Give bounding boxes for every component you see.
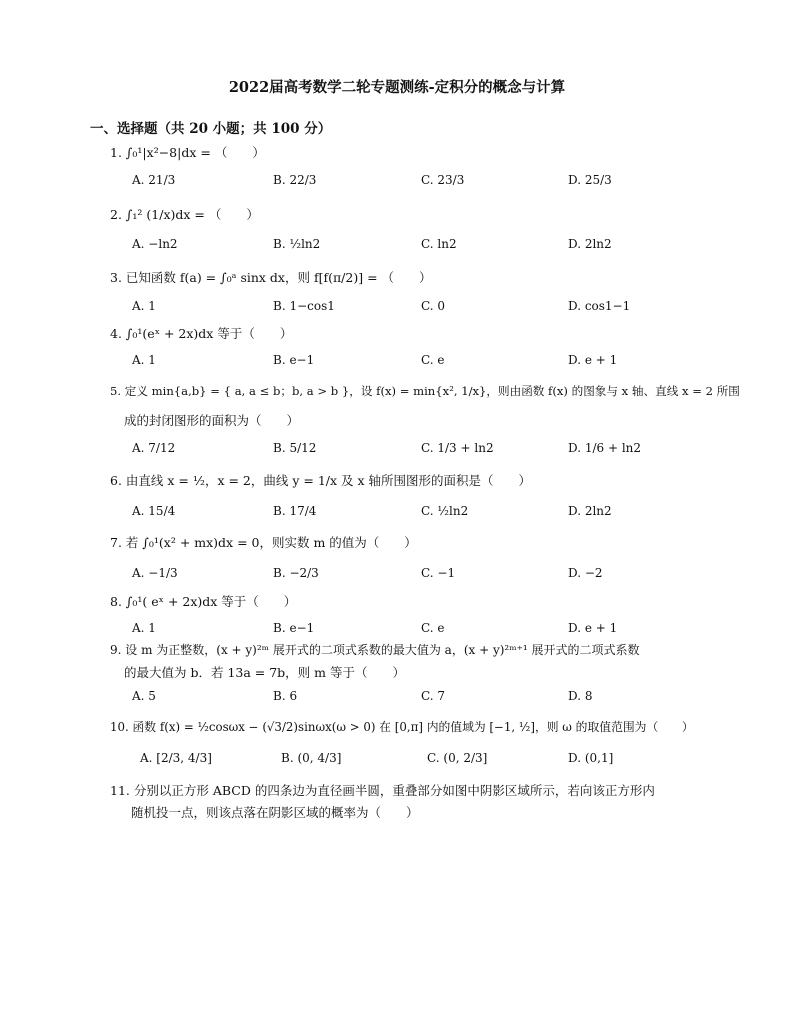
q5-option-a: A. 7/12 [132,441,176,455]
q8-option-a: A. 1 [132,621,156,635]
question-10: 10. 函数 f(x) = ½cosωx − (√3/2)sinωx(ω > 0) 在 [0,π] 内的值域为 [−1, ½]，则 ω 的取值范围为（ ） [110,720,694,734]
question-4: 4. ∫₀¹(eˣ + 2x)dx 等于（ ） [110,326,293,341]
q9-option-c: C. 7 [421,689,446,703]
q4-option-d: D. e + 1 [568,353,618,367]
q10-option-c: C. (0, 2/3] [427,751,488,765]
q3-option-b: B. 1−cos1 [273,299,335,313]
question-1: 1. ∫₀¹|x²−8|dx = （ ） [110,145,265,160]
q4-option-b: B. e−1 [273,353,315,367]
question-5-line-2: 成的封闭图形的面积为（ ） [124,413,300,428]
q9-option-b: B. 6 [273,689,298,703]
q2-option-c: C. ln2 [421,237,457,251]
q2-option-d: D. 2ln2 [568,237,612,251]
q7-option-a: A. −1/3 [132,566,178,580]
question-11: 11. 分别以正方形 ABCD 的四条边为直径画半圆，重叠部分如图中阴影区域所示，若向该正方形内 [110,783,655,798]
q7-option-c: C. −1 [421,566,456,580]
q8-option-b: B. e−1 [273,621,315,635]
q5-option-d: D. 1/6 + ln2 [568,441,642,455]
q1-option-b: B. 22/3 [273,173,317,187]
q5-option-b: B. 5/12 [273,441,317,455]
question-7: 7. 若 ∫₀¹(x² + mx)dx = 0，则实数 m 的值为（ ） [110,535,417,550]
question-2: 2. ∫₁² (1/x)dx = （ ） [110,207,259,222]
q4-option-a: A. 1 [132,353,156,367]
question-5: 5. 定义 min{a,b} = { a, a ≤ b；b, a > b }，设 f(x) = min{x², 1/x}，则由函数 f(x) 的图象与 x 轴、直线 x = 2 所围 [110,384,740,398]
q1-option-d: D. 25/3 [568,173,612,187]
q3-option-d: D. cos1−1 [568,299,631,313]
q10-option-a: A. [2/3, 4/3] [140,751,212,765]
q6-option-a: A. 15/4 [132,504,176,518]
q7-option-d: D. −2 [568,566,603,580]
section-heading: 一、选择题（共 20 小题；共 100 分） [90,121,332,137]
q5-option-c: C. 1/3 + ln2 [421,441,494,455]
page-title: 2022届高考数学二轮专题测练-定积分的概念与计算 [228,79,566,96]
q1-option-c: C. 23/3 [421,173,465,187]
question-8: 8. ∫₀¹( eˣ + 2x)dx 等于（ ） [110,594,297,609]
question-6: 6. 由直线 x = ½，x = 2，曲线 y = 1/x 及 x 轴所围图形的面积是（ ） [110,473,532,488]
question-9: 9. 设 m 为正整数，(x + y)²ᵐ 展开式的二项式系数的最大值为 a，(x + y)²ᵐ⁺¹ 展开式的二项式系数 [110,643,640,657]
q6-option-b: B. 17/4 [273,504,317,518]
question-9-line-2: 的最大值为 b．若 13a = 7b，则 m 等于（ ） [124,665,405,680]
q8-option-d: D. e + 1 [568,621,618,635]
q3-option-a: A. 1 [132,299,156,313]
q10-option-d: D. (0,1] [568,751,614,765]
q7-option-b: B. −2/3 [273,566,319,580]
q2-option-a: A. −ln2 [132,237,178,251]
question-3: 3. 已知函数 f(a) = ∫₀ᵃ sinx dx，则 f[f(π/2)] = （ ） [110,270,432,285]
q2-option-b: B. ½ln2 [273,237,321,251]
q10-option-b: B. (0, 4/3] [281,751,342,765]
q9-option-d: D. 8 [568,689,593,703]
question-11-line-2: 随机投一点，则该点落在阴影区域的概率为（ ） [131,805,419,820]
q1-option-a: A. 21/3 [132,173,176,187]
q8-option-c: C. e [421,621,445,635]
q4-option-c: C. e [421,353,445,367]
q6-option-d: D. 2ln2 [568,504,612,518]
q3-option-c: C. 0 [421,299,446,313]
q6-option-c: C. ½ln2 [421,504,469,518]
q9-option-a: A. 5 [132,689,156,703]
